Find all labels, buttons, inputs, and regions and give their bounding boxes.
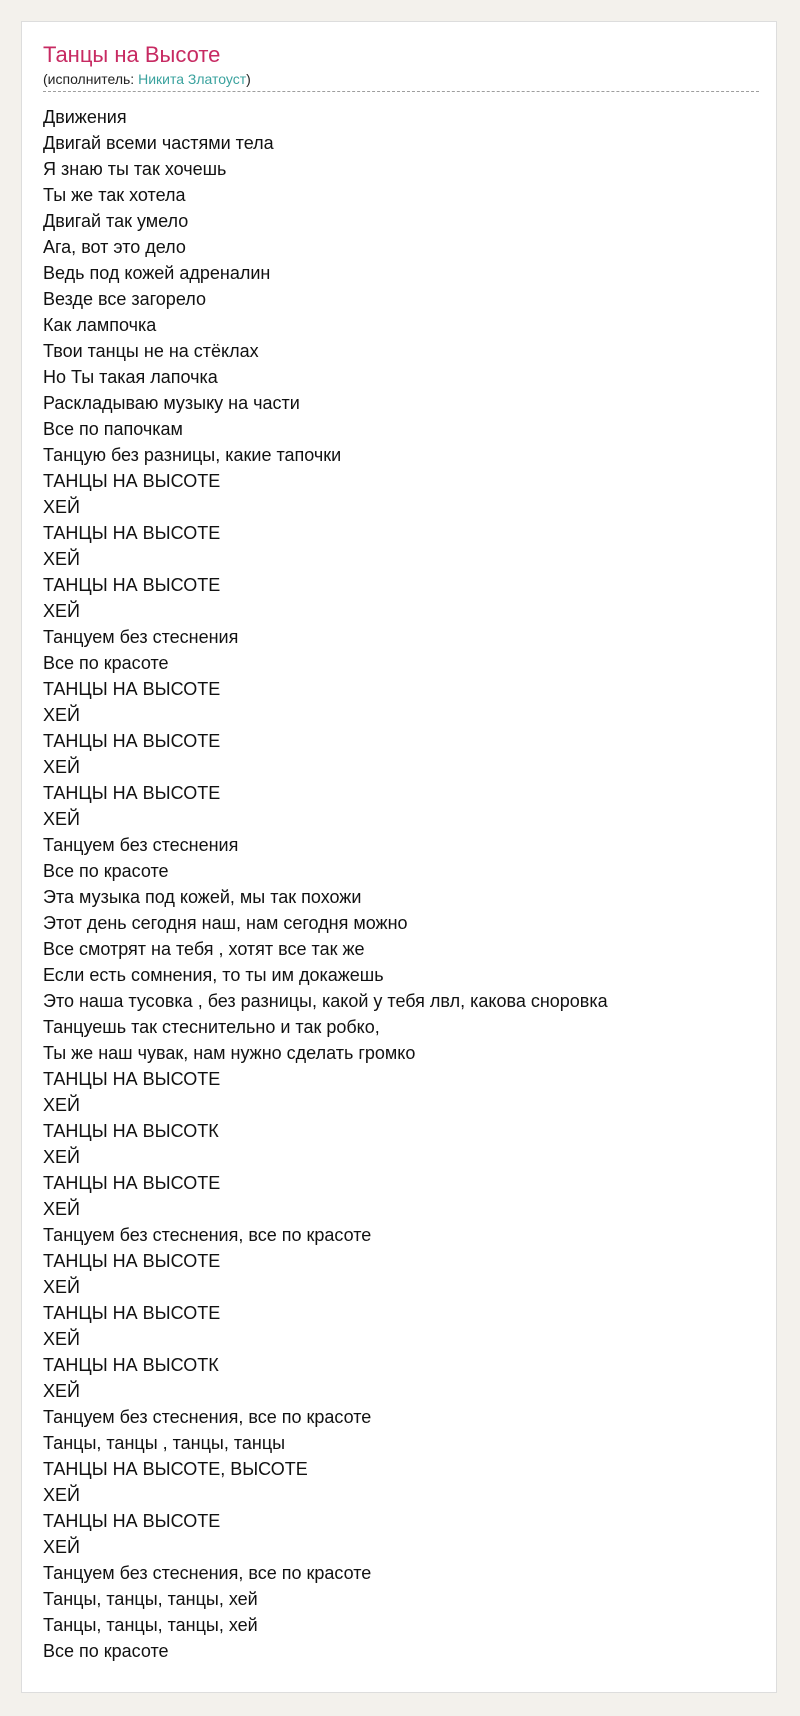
lyric-line: ТАНЦЫ НА ВЫСОТЕ (43, 1069, 221, 1089)
lyric-line: ТАНЦЫ НА ВЫСОТК (43, 1355, 219, 1375)
lyrics-content (43, 42, 759, 1664)
lyric-line: Танцы, танцы, танцы, хей (43, 1615, 258, 1635)
lyric-line: ТАНЦЫ НА ВЫСОТЕ (43, 1173, 221, 1193)
lyric-line: ХЕЙ (43, 809, 80, 829)
lyric-line: Танцуем без стеснения, все по красоте (43, 1225, 372, 1245)
lyric-line: Танцуешь так стеснительно и так робко, (43, 1017, 380, 1037)
lyric-line: Танцую без разницы, какие тапочки (43, 445, 342, 465)
lyric-line: ТАНЦЫ НА ВЫСОТЕ (43, 1303, 221, 1323)
lyric-line: Все по папочкам (43, 419, 183, 439)
lyric-line: Двигай так умело (43, 211, 189, 231)
lyric-line: ХЕЙ (43, 497, 80, 517)
lyric-line: Танцуем без стеснения (43, 627, 239, 647)
lyric-line: ХЕЙ (43, 1329, 80, 1349)
lyric-line: Твои танцы не на стёклах (43, 341, 259, 361)
lyric-line: Танцуем без стеснения, все по красоте (43, 1563, 372, 1583)
lyric-line: ХЕЙ (43, 705, 80, 725)
lyric-line: ХЕЙ (43, 1537, 80, 1557)
title-divider (43, 91, 759, 92)
lyric-line: ХЕЙ (43, 757, 80, 777)
lyric-line: ТАНЦЫ НА ВЫСОТЕ, ВЫСОТЕ (43, 1459, 308, 1479)
lyric-line: ХЕЙ (43, 549, 80, 569)
lyric-line: ТАНЦЫ НА ВЫСОТЕ (43, 575, 221, 595)
lyric-line: Танцы, танцы , танцы, танцы (43, 1433, 286, 1453)
lyric-line: ТАНЦЫ НА ВЫСОТЕ (43, 1251, 221, 1271)
lyric-line: ХЕЙ (43, 1485, 80, 1505)
lyric-line: Раскладываю музыку на части (43, 393, 300, 413)
lyric-line: ТАНЦЫ НА ВЫСОТЕ (43, 523, 221, 543)
lyric-line: ТАНЦЫ НА ВЫСОТЕ (43, 1511, 221, 1531)
lyric-line: ХЕЙ (43, 1095, 80, 1115)
lyric-line: ТАНЦЫ НА ВЫСОТЕ (43, 783, 221, 803)
lyric-line: Танцы, танцы, танцы, хей (43, 1589, 258, 1609)
lyric-line: ХЕЙ (43, 601, 80, 621)
lyric-line: ХЕЙ (43, 1199, 80, 1219)
lyric-line: ХЕЙ (43, 1381, 80, 1401)
lyric-line: Движения (43, 107, 127, 127)
lyric-line: ХЕЙ (43, 1277, 80, 1297)
lyric-line: ХЕЙ (43, 1147, 80, 1167)
lyric-line: Все по красоте (43, 861, 169, 881)
lyric-line: Все по красоте (43, 653, 169, 673)
lyric-line: Ага, вот это дело (43, 237, 186, 257)
lyric-line: Это наша тусовка , без разницы, какой у тебя лвл, какова сноровка (43, 991, 608, 1011)
lyric-line: Как лампочка (43, 315, 157, 335)
lyric-line: Везде все загорело (43, 289, 206, 309)
lyric-line: ТАНЦЫ НА ВЫСОТК (43, 1121, 219, 1141)
lyric-line: Ты же так хотела (43, 185, 186, 205)
lyric-line: Я знаю ты так хочешь (43, 159, 227, 179)
lyric-line: ТАНЦЫ НА ВЫСОТЕ (43, 679, 221, 699)
lyric-line: Но Ты такая лапочка (43, 367, 218, 387)
lyric-line: Этот день сегодня наш, нам сегодня можно (43, 913, 408, 933)
lyric-line: Танцуем без стеснения (43, 835, 239, 855)
lyrics-text (43, 104, 759, 1664)
lyric-line: Двигай всеми частями тела (43, 133, 274, 153)
lyric-line: ТАНЦЫ НА ВЫСОТЕ (43, 731, 221, 751)
lyric-line: Если есть сомнения, то ты им докажешь (43, 965, 384, 985)
lyric-line: Ведь под кожей адреналин (43, 263, 271, 283)
lyric-line: Эта музыка под кожей, мы так похожи (43, 887, 362, 907)
lyric-line: Все смотрят на тебя , хотят все так же (43, 939, 365, 959)
artist-line (43, 70, 759, 88)
artist-link[interactable]: Никита Златоуст (138, 71, 247, 87)
lyric-line: Танцуем без стеснения, все по красоте (43, 1407, 372, 1427)
lyrics-card (21, 21, 777, 1693)
artist-prefix: (исполнитель: (43, 71, 139, 87)
lyric-line: ТАНЦЫ НА ВЫСОТЕ (43, 471, 221, 491)
lyric-line: Ты же наш чувак, нам нужно сделать громко (43, 1043, 416, 1063)
lyric-line: Все по красоте (43, 1641, 169, 1661)
song-title: Танцы на Высоте (43, 42, 221, 67)
artist-suffix: ) (246, 71, 251, 87)
